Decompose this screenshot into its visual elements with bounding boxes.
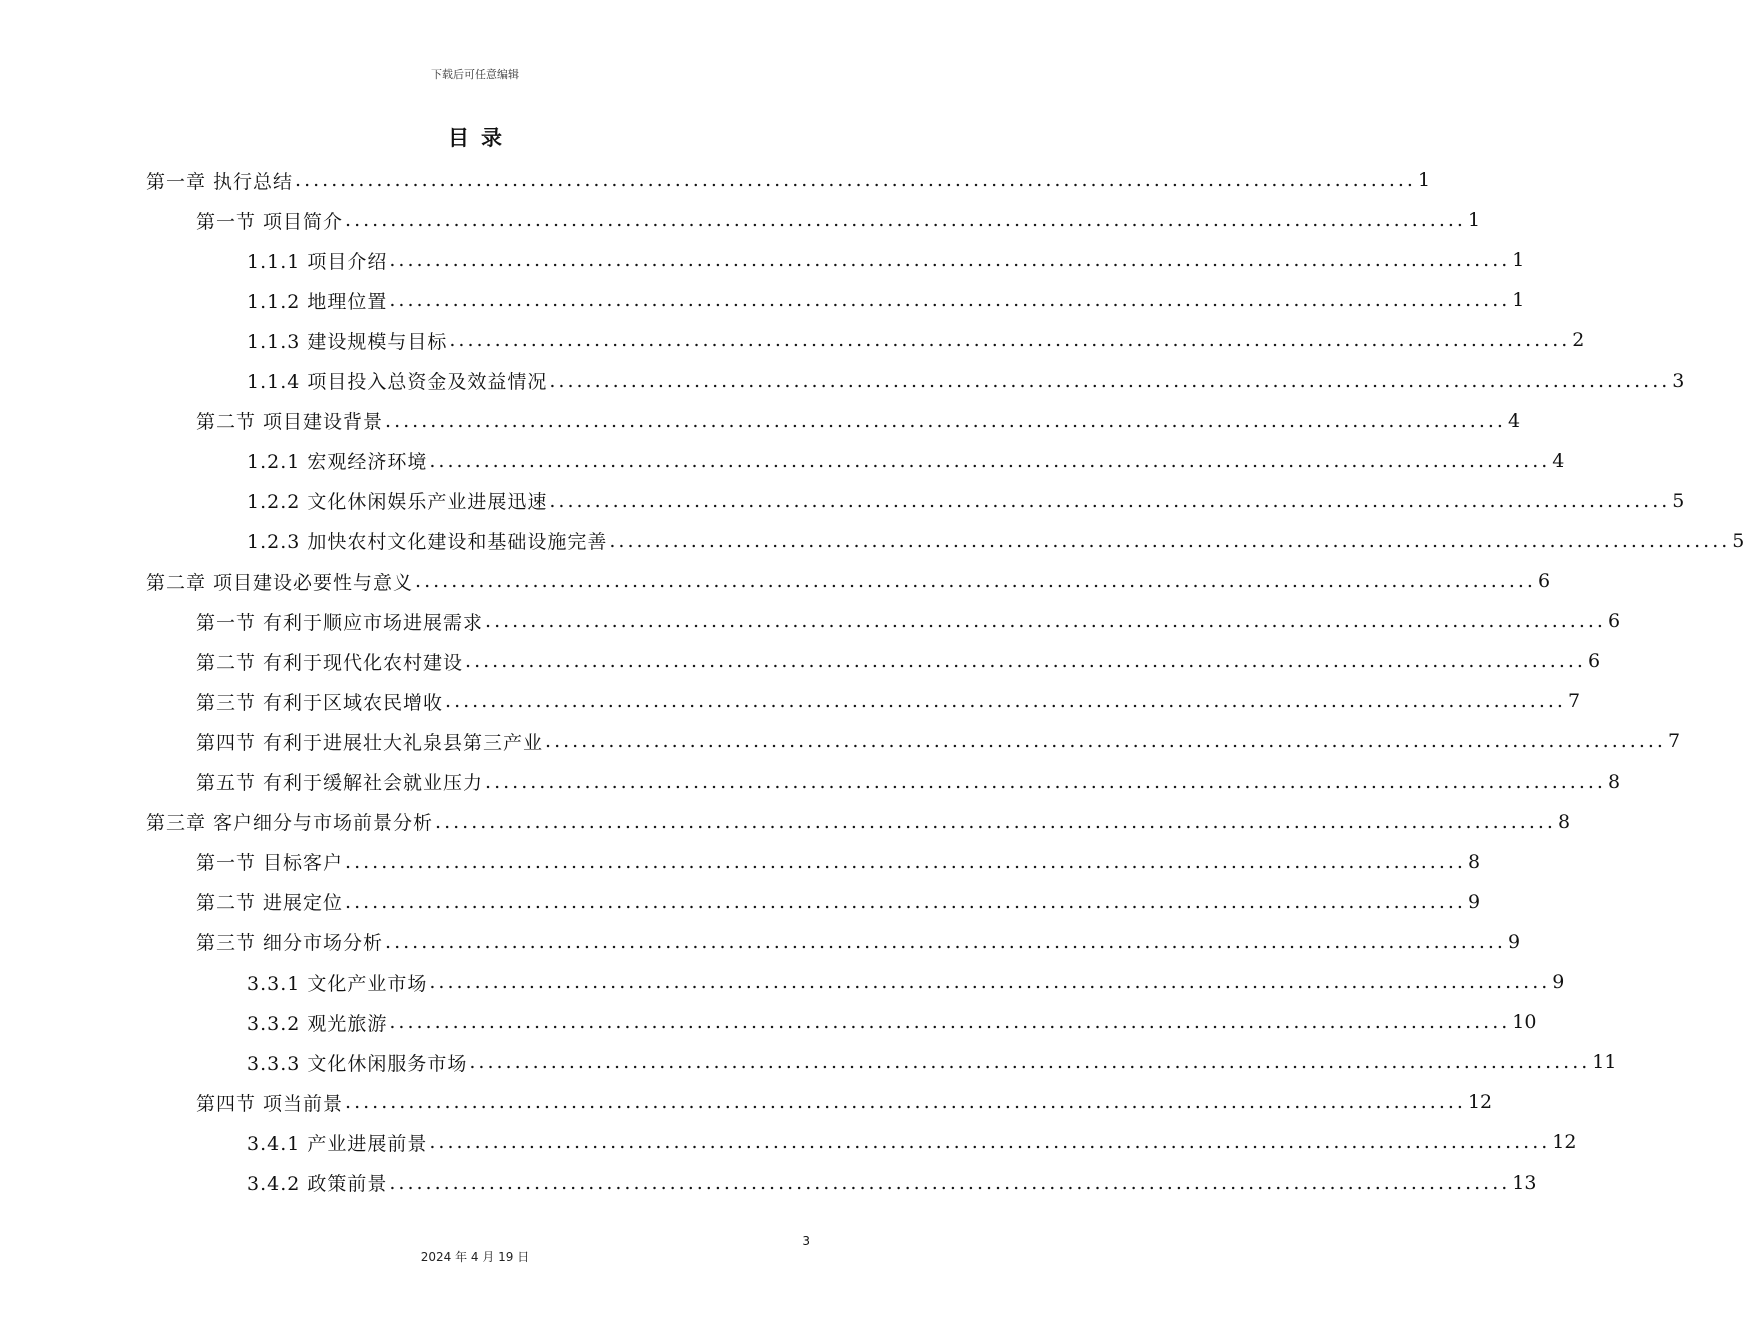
toc-entry-text: 3.3.2 观光旅游 bbox=[247, 1012, 388, 1035]
toc-entry[interactable] bbox=[247, 240, 1525, 280]
page-header: 下载后可任意编辑 bbox=[431, 68, 519, 81]
toc-entry-page: 9 bbox=[1552, 971, 1565, 993]
toc-entry-text: 第二节 有利于现代化农村建设 bbox=[196, 651, 464, 674]
toc-entry-page: 8 bbox=[1467, 850, 1481, 873]
toc-entry[interactable] bbox=[247, 1002, 1537, 1042]
toc-leader-dots: ............................................................................................................................ bbox=[345, 850, 1466, 873]
toc-leader-dots: ............................................................................................................................ bbox=[465, 650, 1586, 673]
toc-entry-page: 1 bbox=[1512, 249, 1525, 272]
toc-entry-text: 3.3.1 文化产业市场 bbox=[247, 972, 428, 995]
toc-entry-page: 9 bbox=[1507, 930, 1521, 953]
toc-entry[interactable] bbox=[146, 160, 1431, 200]
toc-entry[interactable] bbox=[196, 762, 1621, 802]
toc-leader-dots: ............................................................................................................................ bbox=[429, 449, 1551, 472]
toc-leader-dots: ............................................................................................................................ bbox=[485, 610, 1606, 633]
toc-entry-text: 第一节 有利于顺应市场进展需求 bbox=[196, 611, 484, 634]
toc-entry-page: 1 bbox=[1512, 289, 1525, 312]
toc-entry[interactable] bbox=[247, 361, 1685, 401]
toc-entry-page: 13 bbox=[1512, 1171, 1537, 1194]
toc-entry-text: 1.2.1 宏观经济环境 bbox=[247, 451, 428, 474]
toc-entry-page: 12 bbox=[1552, 1131, 1577, 1154]
toc-leader-dots: ............................................................................................................................ bbox=[389, 1011, 1511, 1034]
toc-entry-page: 5 bbox=[1672, 489, 1685, 512]
toc-entry-page: 6 bbox=[1537, 570, 1551, 592]
toc-entry-page: 4 bbox=[1552, 449, 1565, 472]
toc-entry-page: 10 bbox=[1512, 1011, 1537, 1034]
toc-entry-page: 2 bbox=[1572, 329, 1585, 352]
toc-entry-text: 1.1.2 地理位置 bbox=[247, 290, 388, 313]
toc-entry[interactable] bbox=[247, 280, 1525, 320]
toc-entry-text: 第三节 有利于区域农民增收 bbox=[196, 691, 444, 714]
toc-entry-text: 第一节 项目简介 bbox=[196, 210, 344, 233]
toc-leader-dots: ............................................................................................................................ bbox=[345, 890, 1466, 913]
toc-leader-dots: ............................................................................................................................ bbox=[469, 1051, 1591, 1074]
toc-entry-text: 第四节 项当前景 bbox=[196, 1092, 344, 1115]
toc-entry-text: 第四节 有利于进展壮大礼泉县第三产业 bbox=[196, 731, 544, 754]
toc-leader-dots: ............................................................................................................................ bbox=[429, 1131, 1551, 1154]
toc-entry-text: 3.3.3 文化休闲服务市场 bbox=[247, 1052, 468, 1075]
toc-leader-dots: ............................................................................................................................ bbox=[545, 730, 1666, 753]
toc-entry-page: 8 bbox=[1607, 770, 1621, 793]
toc-entry[interactable] bbox=[196, 601, 1621, 641]
toc-entry-page: 7 bbox=[1567, 690, 1581, 713]
toc-entry[interactable] bbox=[196, 1082, 1493, 1122]
toc-entry[interactable] bbox=[247, 1042, 1617, 1082]
page-number: 3 bbox=[802, 1234, 810, 1248]
toc-leader-dots: ............................................................................................................................ bbox=[389, 249, 1511, 272]
toc-entry-text: 1.1.4 项目投入总资金及效益情况 bbox=[247, 371, 548, 393]
toc-title: 目录 bbox=[448, 125, 514, 150]
toc-entry[interactable] bbox=[196, 401, 1521, 441]
toc-entry-page: 4 bbox=[1507, 409, 1521, 432]
toc-entry-page: 6 bbox=[1587, 650, 1601, 673]
toc-entry-text: 1.2.3 加快农村文化建设和基础设施完善 bbox=[247, 531, 608, 554]
toc-entry[interactable] bbox=[196, 721, 1681, 761]
toc-entry-text: 第三节 细分市场分析 bbox=[196, 932, 384, 955]
toc-entry[interactable] bbox=[247, 320, 1585, 360]
toc-leader-dots: ............................................................................................................................ bbox=[609, 529, 1731, 552]
toc-entry[interactable] bbox=[247, 962, 1565, 1002]
toc-entry[interactable] bbox=[247, 441, 1565, 481]
toc-leader-dots: ............................................................................................................................ bbox=[385, 409, 1506, 432]
toc-leader-dots: ............................................................................................................................ bbox=[449, 329, 1571, 352]
toc-leader-dots: ............................................................................................................................ bbox=[549, 369, 1671, 392]
toc-entry-text: 3.4.1 产业进展前景 bbox=[247, 1132, 428, 1155]
toc-entry[interactable] bbox=[196, 200, 1481, 240]
toc-entry[interactable] bbox=[247, 1122, 1577, 1162]
toc-entry-text: 第一节 目标客户 bbox=[196, 852, 344, 875]
toc-entry[interactable] bbox=[196, 681, 1581, 721]
toc-entry-text: 1.2.2 文化休闲娱乐产业进展迅速 bbox=[247, 491, 548, 514]
toc-leader-dots: ............................................................................................................................ bbox=[385, 930, 1506, 953]
toc-entry-page: 3 bbox=[1672, 369, 1685, 392]
toc-entry-text: 第二节 进展定位 bbox=[196, 892, 344, 915]
toc-leader-dots: ............................................................................................................................ bbox=[415, 570, 1536, 592]
toc-leader-dots: ............................................................................................................................ bbox=[345, 209, 1466, 232]
toc-leader-dots: ............................................................................................................................ bbox=[345, 1091, 1466, 1114]
toc-leader-dots: ............................................................................................................................ bbox=[485, 770, 1606, 793]
toc-entry-text: 1.1.1 项目介绍 bbox=[247, 250, 388, 273]
toc-entry-page: 9 bbox=[1467, 890, 1481, 913]
footer-date: 2024 年 4 月 19 日 bbox=[420, 1250, 530, 1264]
toc-entry-text: 第五节 有利于缓解社会就业压力 bbox=[196, 772, 484, 794]
toc-entry[interactable] bbox=[247, 481, 1685, 521]
toc-leader-dots: ............................................................................................................................ bbox=[435, 810, 1556, 833]
toc-entry-page: 1 bbox=[1417, 169, 1431, 191]
toc-entry[interactable] bbox=[196, 842, 1481, 882]
toc-entry-page: 7 bbox=[1667, 730, 1681, 753]
toc-leader-dots: ............................................................................................................................ bbox=[445, 690, 1566, 713]
toc-entry[interactable] bbox=[247, 521, 1744, 561]
toc-entry-text: 第二章 项目建设必要性与意义 bbox=[146, 571, 414, 594]
toc-entry[interactable] bbox=[146, 802, 1571, 842]
toc-entry-page: 6 bbox=[1607, 610, 1621, 633]
toc-leader-dots: ............................................................................................................................ bbox=[549, 489, 1671, 512]
toc-entry-page: 8 bbox=[1557, 810, 1571, 833]
toc-leader-dots: ............................................................................................................................ bbox=[389, 1171, 1511, 1194]
toc-entry-page: 12 bbox=[1467, 1091, 1493, 1114]
toc-entry-page: 11 bbox=[1592, 1051, 1617, 1074]
toc-entry[interactable] bbox=[196, 882, 1481, 922]
toc-leader-dots: ............................................................................................................................ bbox=[429, 971, 1551, 993]
toc-entry-text: 第二节 项目建设背景 bbox=[196, 411, 384, 434]
toc-entry-text: 第一章 执行总结 bbox=[146, 170, 294, 193]
toc-leader-dots: ............................................................................................................................ bbox=[295, 169, 1416, 191]
toc-entry-text: 第三章 客户细分与市场前景分析 bbox=[146, 812, 434, 835]
toc-entry[interactable] bbox=[146, 561, 1551, 601]
toc-leader-dots: ............................................................................................................................ bbox=[389, 289, 1511, 312]
toc-entry-page: 1 bbox=[1467, 209, 1481, 232]
toc-entry-page: 5 bbox=[1732, 529, 1744, 552]
toc-entry-text: 1.1.3 建设规模与目标 bbox=[247, 330, 448, 353]
toc-entry[interactable] bbox=[196, 641, 1601, 681]
toc-entry-text: 3.4.2 政策前景 bbox=[247, 1173, 388, 1195]
toc-entry[interactable] bbox=[196, 922, 1521, 962]
toc-entry[interactable] bbox=[247, 1163, 1537, 1203]
